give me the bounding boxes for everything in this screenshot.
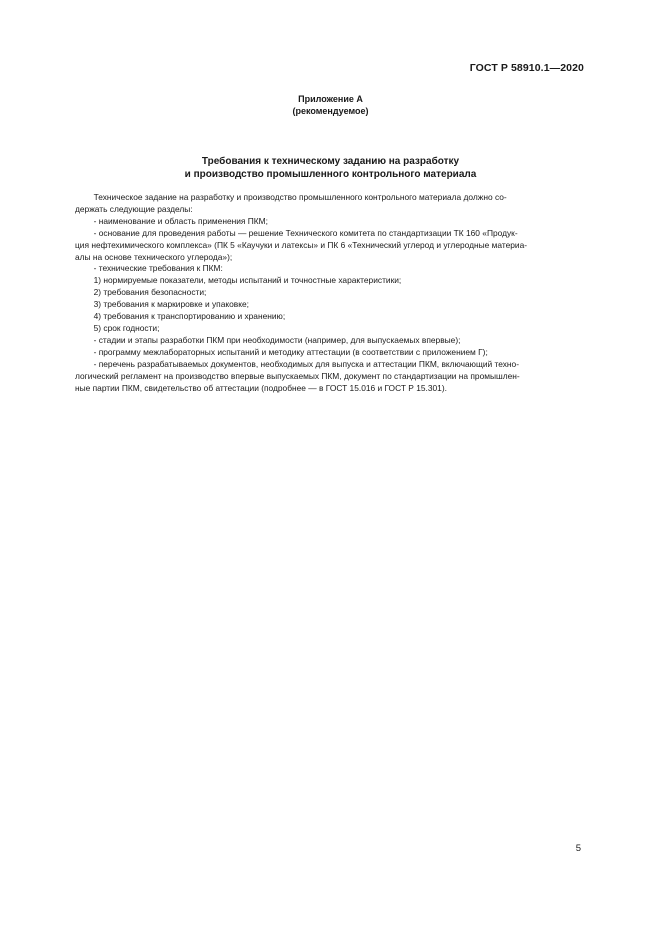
list-item: 4) требования к транспортированию и хранению;	[75, 311, 286, 322]
section-title-line-2: и производство промышленного контрольного материала	[184, 169, 477, 180]
text-line: ные партии ПКМ, свидетельство об аттестации (подробнее — в ГОСТ 15.016 и ГОСТ Р 15.301).	[75, 382, 447, 393]
section-title-line-1: Требования к техническому заданию на разработку	[201, 156, 460, 167]
text-line: логический регламент на производство впервые выпускаемых ПКМ, документ по стандартизации на промышлен-	[75, 370, 520, 381]
text-line: алы на основе технического углерода»);	[75, 251, 233, 262]
list-item: - стадии и этапы разработки ПКМ при необходимости (например, для выпускаемых впервые);	[75, 334, 461, 345]
text-line: Техническое задание на разработку и производство промышленного контрольного материала должно со-	[75, 192, 507, 202]
list-item: - программу межлабораторных испытаний и методику аттестации (в соответствии с приложением Г);	[75, 346, 488, 357]
appendix-title: Приложение А	[298, 94, 363, 104]
body-text	[75, 192, 585, 394]
list-item: 3) требования к маркировке и упаковке;	[75, 299, 249, 310]
list-item: - наименование и область применения ПКМ;	[75, 215, 268, 226]
page-number: 5	[575, 843, 581, 854]
appendix-subtitle: (рекомендуемое)	[292, 106, 369, 116]
text-line: держать следующие разделы:	[75, 203, 193, 214]
section-title	[0, 155, 661, 181]
text-line: ция нефтехимического комплекса» (ПК 5 «Каучуки и латексы» и ПК 6 «Технический углерод и углеродные материа-	[75, 239, 528, 250]
list-item: - основание для проведения работы — решение Технического комитета по стандартизации ТК 160 «Продук-	[75, 227, 518, 238]
list-item: - перечень разрабатываемых документов, необходимых для выпуска и аттестации ПКМ, включающий техно-	[75, 358, 519, 369]
appendix-heading	[0, 93, 661, 117]
list-item: - технические требования к ПКМ:	[75, 263, 223, 274]
list-item: 5) срок годности;	[75, 322, 160, 333]
list-item: 2) требования безопасности;	[75, 287, 207, 298]
standard-code: ГОСТ Р 58910.1—2020	[469, 62, 584, 74]
list-item: 1) нормируемые показатели, методы испытаний и точностные характеристики;	[75, 275, 402, 286]
